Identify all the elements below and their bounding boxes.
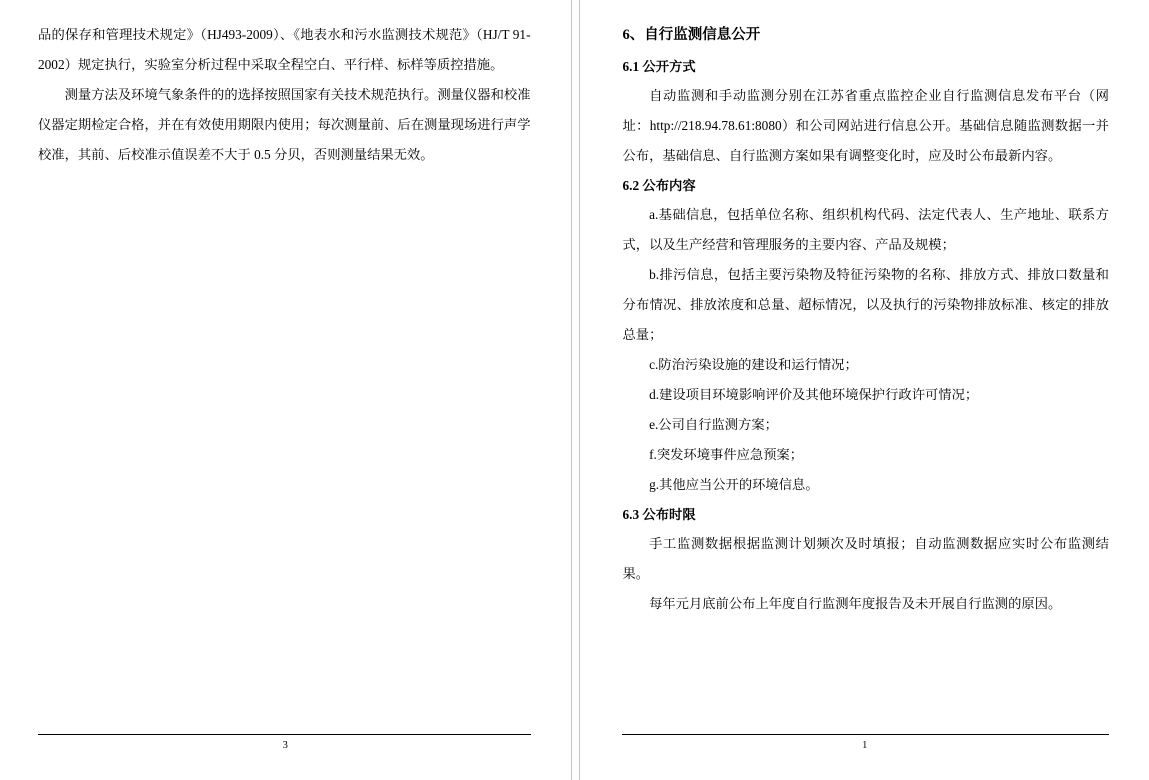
paragraph: d.建设项目环境影响评价及其他环境保护行政许可情况； xyxy=(649,387,979,402)
paragraph: 品的保存和管理技术规定》（HJ493-2009）、《地表水和污水监测技术规范》（HJ/T 91-2002）规定执行，实验室分析过程中采取全程空白、平行样、标样等质控措施。 xyxy=(38,27,531,72)
subsection-heading-6-3: 6.3 公布时限 xyxy=(622,507,696,522)
page-right xyxy=(580,0,1149,780)
paragraph: 自动监测和手动监测分别在江苏省重点监控企业自行监测信息发布平台（网址：http://218.94.78.61:8080）和公司网站进行信息公开。基础信息随监测数据一并公布，基础信息、自行监测方案如果有调整变化时，应及时公布最新内容。 xyxy=(622,88,1109,163)
paragraph: e.公司自行监测方案； xyxy=(649,417,778,432)
section-heading: 6、自行监测信息公开 xyxy=(622,27,761,43)
paragraph: 测量方法及环境气象条件的的选择按照国家有关技术规范执行。测量仪器和校准仪器定期检定合格，并在有效使用期限内使用；每次测量前、后在测量现场进行声学校准，其前、后校准示值误差不大于 0.5 分贝，否则测量结果无效。 xyxy=(38,87,531,162)
page-footer-right xyxy=(580,734,1149,754)
subsection-body-6-1 xyxy=(622,81,1109,171)
subsection-body-6-3 xyxy=(622,529,1109,619)
left-page-body xyxy=(38,20,531,170)
page-number: 3 xyxy=(282,740,288,751)
page-left xyxy=(0,0,571,780)
page-footer-left xyxy=(0,734,571,754)
page-number: 1 xyxy=(862,740,868,751)
paragraph: f.突发环境事件应急预案； xyxy=(649,447,804,462)
paragraph: a.基础信息，包括单位名称、组织机构代码、法定代表人、生产地址、联系方式，以及生产经营和管理服务的主要内容、产品及规模； xyxy=(622,207,1109,252)
paragraph: g.其他应当公开的环境信息。 xyxy=(649,477,819,492)
paragraph: c.防治污染设施的建设和运行情况； xyxy=(649,357,858,372)
page-gutter xyxy=(571,0,581,780)
paragraph: b.排污信息，包括主要污染物及特征污染物的名称、排放方式、排放口数量和分布情况、排放浓度和总量、超标情况，以及执行的污染物排放标准、核定的排放总量； xyxy=(622,267,1109,342)
paragraph: 每年元月底前公布上年度自行监测年度报告及未开展自行监测的原因。 xyxy=(649,596,1062,611)
paragraph: 手工监测数据根据监测计划频次及时填报；自动监测数据应实时公布监测结果。 xyxy=(622,536,1109,581)
subsection-heading-6-2: 6.2 公布内容 xyxy=(622,178,696,193)
subsection-body-6-2 xyxy=(622,200,1109,500)
subsection-heading-6-1: 6.1 公开方式 xyxy=(622,59,696,74)
